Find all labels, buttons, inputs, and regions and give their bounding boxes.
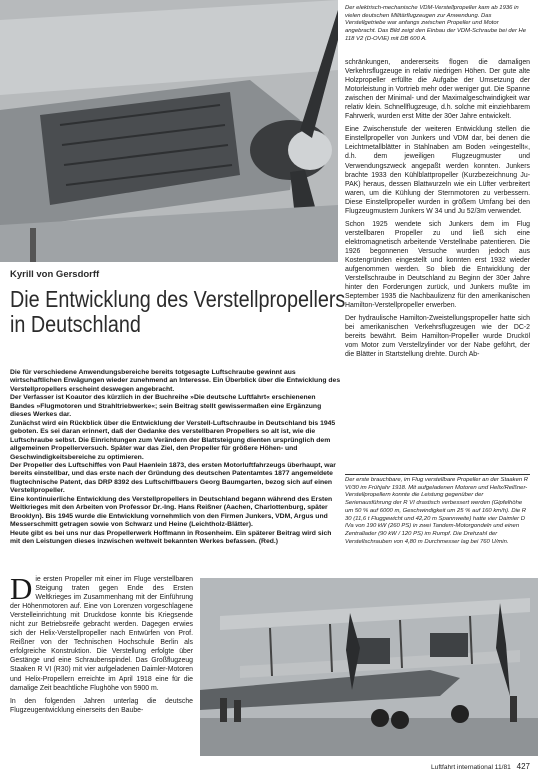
caption-divider — [345, 474, 530, 475]
page-number: 427 — [516, 762, 530, 771]
intro-paragraph: Eine kontinuierliche Entwicklung des Verstellpropellers in Deutschland begann während des Ersten Weltkrieges mit den Arbeiten von Professor Dr.-Ing. Hans Reißner (Aachen, Charlottenburg, später Brooklyn). Bis 1945 wurde die Entwicklung vornehmlich von den Firmen Junkers, VDM, Argus und Messerschmitt getragen sowie von Schwarz und Heine (Leichtholz-Blätter). — [10, 495, 333, 529]
body-paragraph: In den folgenden Jahren unterlag die deutsche Flugzeugentwicklung einerseits den Baube- — [10, 697, 193, 714]
propeller-illustration — [0, 0, 338, 262]
footer — [360, 762, 530, 771]
body-paragraph — [10, 571, 193, 693]
propeller-photo — [0, 0, 338, 262]
intro-paragraph: Die für verschiedene Anwendungsbereiche bereits totgesagte Luftschraube gewinnt aus wirtschaftlichen Erwägungen wieder zunehmend an Interesse. Ein Überblick über die Entwicklung des Verstellpropellers erscheint deswegen angebracht. — [10, 369, 341, 393]
intro-paragraph: Der Propeller des Luftschiffes von Paul Haenlein 1873, des ersten Motorluftfahrzeugs überhaupt, war bereits einstellbar, und das erste nach der Gründung des deutschen Patentamtes 1877 angemeldete flugtechnische Patent, das DRP 8392 des Luftschiffbauers Georg Baumgarten, bezog sich auf einen Verstellpropeller. — [10, 461, 336, 495]
staaken-photo — [200, 578, 538, 756]
article-title-line-2: in Deutschland — [10, 311, 141, 337]
article-title-line-1: Die Entwicklung des Verstellpropellers — [10, 286, 346, 312]
body-paragraph: Schon 1925 wendete sich Junkers dem im Flug verstellbaren Propeller zu und ließ sich eine elektromagnetisch arbeitende Verstellnabe patentieren. Die 1926 begonnenen Versuche wurden jedoch aus Kostengründen eingestellt und konnten erst 1932 wieder aufgenommen werden. So blieb die Entwicklung der Verstellschraube in Deutschland zu Beginn der 30er Jahre hinter den Forderungen zurück, und Junkers mußte im September 1935 die Nachbaulizenz für den amerikanischen Hamilton-Verstellpropeller erwerben. — [345, 220, 530, 310]
body-paragraph-text: ie ersten Propeller mit einer im Fluge verstellbaren Steigung traten gegen Ende des Ersten Weltkrieges im Zusammenhang mit der Einführung der Höhenmotoren auf. Eine von Lorenzen vorgeschlagene Verstelleinrichtung mit Druckdose konnte bis Kriegsende nicht zur Betriebsreife gebracht werden. Dagegen erwies sich der Helix-Verstellpropeller nach Entwürfen von Prof. Reißner von der Technischen Hochschule Berlin als erfolgreiche Konstruktion. Die Verstellung erfolgte über Gestänge und eine Schraubenspindel. Das Großflugzeug Staaken R VI (R30) mit vier aufgeladenen Daimler-Motoren und Helix-Propellern erreichte im April 1918 eine für die damalige Zeit beachtliche Flughöhe von 5900 m. — [10, 576, 193, 692]
intro-paragraph: Der Verfasser ist Koautor des kürzlich in der Buchreihe »Die deutsche Luftfahrt« erschienenen Bandes »Flugmotoren und Strahltriebwerke«; sein Beitrag stellt gewissermaßen eine Ergänzung dieses Werkes dar. — [10, 394, 322, 419]
lower-left-text — [10, 571, 193, 719]
author-name: Kyrill von Gersdorff — [10, 269, 100, 280]
article-intro — [10, 369, 341, 547]
article-title — [10, 286, 346, 337]
intro-paragraph: Zunächst wird ein Rückblick über die Entwicklung der Verstell-Luftschraube in Deutschland bis 1945 geboten. Es sei daran erinnert, daß der Gedanke des verstellbaren Propellers so alt ist, wie die Luftschraube selbst. Die Einrichtungen zum Verändern der Blattsteigung dienten ursprünglich dem allgemeinen Propellerversuch. Später war das Ziel, den Propeller für größere Höhen- und Geschwindigkeitsbereiche zu optimieren. — [10, 419, 336, 461]
body-paragraph: Der hydraulische Hamilton-Zweistellungspropeller hatte sich bei amerikanischen Verkehrsflugzeugen wie der DC-2 bereits bewährt. Beim Hamilton-Propeller wurde Drucköl vom Motor zum Verstellzylinder vor der Nabe geführt, der die Blätter in Startstellung drehte. Durch Ab- — [345, 315, 530, 359]
body-paragraph: schränkungen, andererseits flogen die damaligen Verkehrsflugzeuge in relativ niedrigen Höhen. Der gute alte Holzpropeller erfüllte die Aufgabe der Umsetzung der Motorleistung in Vortrieb mehr oder weniger gut. Die Spanne zwischen der Minimal- und der Maximalgeschwindigkeit war relativ klein. Schnellflugzeuge, d.h. solche mit einziehbarem Fahrwerk, wurden erst Mitte der 30er Jahre entwickelt. — [345, 59, 531, 121]
right-column-text — [345, 58, 530, 364]
biplane-illustration — [200, 578, 538, 756]
bottom-right-caption: Der erste brauchbare, im Flug verstellbare Propeller an der Staaken R VI/30 im Frühjahr 1918. Mit aufgeladenen Motoren und Helix/Reißner-Verstellpropellern konnte die Leistung gegenüber der Serienausführung der R VI drastisch verbessert werden (Gipfelhöhe um 50 % auf 6000 m, Geschwindigkeit um 25 % auf 160 km/h). Die R 30 (11,6 t Fluggewicht und 42,20 m Spannweite) hatte vier Daimler D IVa von 190 kW (260 PS) in zwei Tandem-Motorgondeln und einen Zentrallader (90 kW / 120 PS) im Rumpf. Die Drehzahl der Verstellschrauben von 4,80 m Durchmesser lag bei 760 U/min. — [345, 477, 529, 545]
body-paragraph: Eine Zwischenstufe der weiteren Entwicklung stellen die Einstellpropeller von Junkers und VDM dar, bei denen die Leichtmetallblätter in Stahlnaben am Boden »eingestellt«, d.h. dem jeweiligen Flugzeugmuster und Verwendungszweck angepaßt werden konnten. Junkers brachte 1933 den Kühlblattpropeller (Kurzbezeichnung Ju-PAK) heraus, dessen Blattwurzeln wie ein Lüfter verbreitert waren, um die Kühlung der Sternmotoren zu verbessern. Diese Einstellpropeller wurden in größem Umfang bei den Flugzeugmustern Junkers W 34 und Ju 52/3m verwendet. — [345, 126, 530, 215]
footer-source: Luftfahrt international 11/81 — [431, 764, 511, 771]
intro-paragraph: Heute gibt es bei uns nur das Propellerwerk Hoffmann in Rosenheim. Ein späterer Beitrag wird sich mit den Leistungen dieses inzwischen weltweit bekannten Werkes befassen. (Red.) — [10, 529, 332, 546]
drop-cap: D — [10, 571, 33, 606]
top-right-caption: Der elektrisch-mechanische VDM-Verstellpropeller kam ab 1936 in vielen deutschen Militärflugzeugen zur Anwendung. Das Verstellgetriebe war anfangs zwischen Propeller und Motor angebracht. Das Bild zeigt den Einbau der VDM-Schraube bei der He 118 V2 (D-OVIE) mit DB 600 A. — [345, 5, 527, 42]
